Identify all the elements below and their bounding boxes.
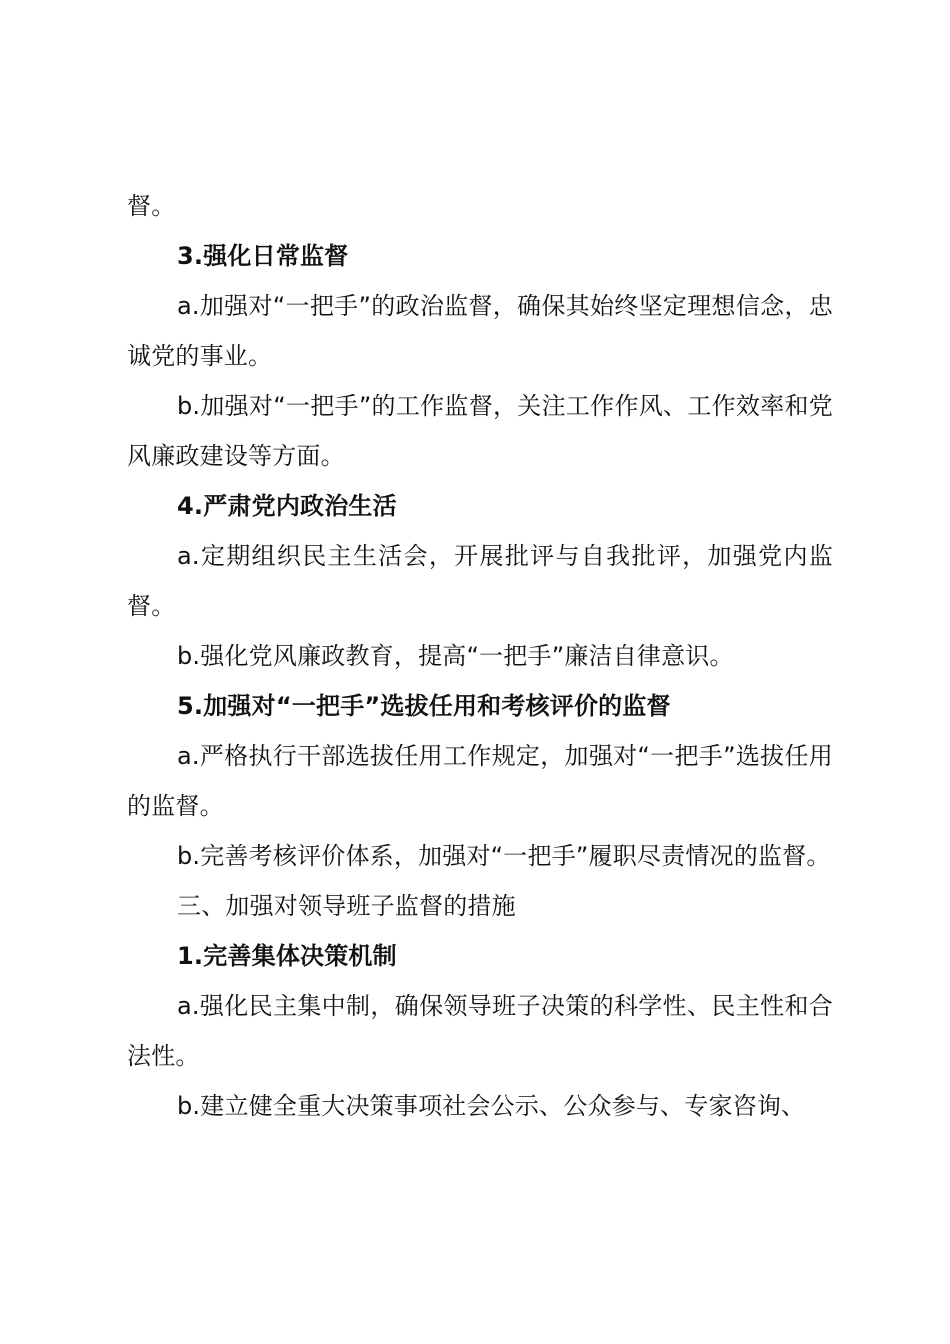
heading-selection-evaluation-supervision: 5.加强对“一把手”选拔任用和考核评价的监督 <box>177 692 671 720</box>
paragraph-work-supervision: b.加强对“一把手”的工作监督，关注工作作风、工作效率和党风廉政建设等方面。 <box>127 392 833 470</box>
paragraph-political-supervision: a.加强对“一把手”的政治监督，确保其始终坚定理想信念，忠诚党的事业。 <box>127 292 833 370</box>
paragraph-evaluation-system: b.完善考核评价体系，加强对“一把手”履职尽责情况的监督。 <box>177 842 831 870</box>
paragraph-cadre-selection-rules: a.严格执行干部选拔任用工作规定，加强对“一把手”选拔任用的监督。 <box>127 742 833 820</box>
heading-strengthen-daily-supervision: 3.强化日常监督 <box>177 242 349 270</box>
document-body <box>127 181 833 1131</box>
paragraph-continuation: 督。 <box>127 192 176 220</box>
heading-collective-decision-mechanism: 1.完善集体决策机制 <box>177 942 397 970</box>
heading-party-political-life: 4.严肃党内政治生活 <box>177 492 397 520</box>
paragraph-democratic-life-meeting: a.定期组织民主生活会，开展批评与自我批评，加强党内监督。 <box>127 542 833 620</box>
paragraph-democratic-centralism: a.强化民主集中制，确保领导班子决策的科学性、民主性和合法性。 <box>127 992 833 1070</box>
paragraph-integrity-education: b.强化党风廉政教育，提高“一把手”廉洁自律意识。 <box>177 642 734 670</box>
section-heading-leadership-supervision: 三、加强对领导班子监督的措施 <box>177 892 516 920</box>
paragraph-major-decision-procedures: b.建立健全重大决策事项社会公示、公众参与、专家咨询、 <box>177 1092 806 1120</box>
